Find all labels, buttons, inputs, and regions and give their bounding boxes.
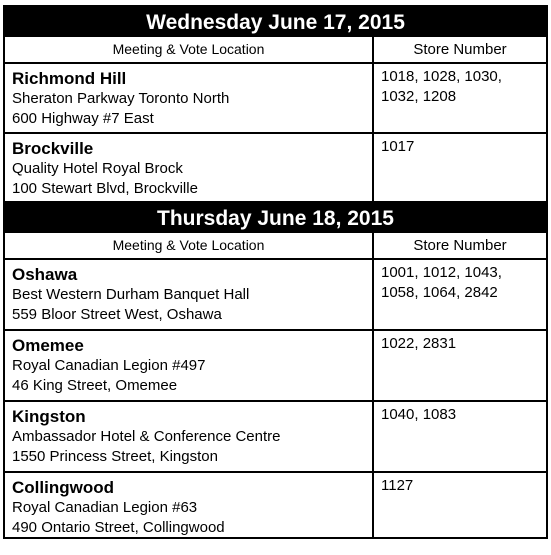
meeting-schedule-table <box>3 5 548 539</box>
column-header-row <box>5 37 546 64</box>
location-cell <box>5 402 374 471</box>
location-cell <box>5 134 374 201</box>
location-column-header: Meeting & Vote Location <box>5 233 374 258</box>
venue-name: Ambassador Hotel & Conference Centre <box>12 428 281 445</box>
store-numbers-cell <box>374 473 546 537</box>
column-header-row <box>5 233 546 260</box>
store-numbers-cell <box>374 402 546 471</box>
table-row <box>5 64 546 134</box>
venue-address: 1550 Princess Street, Kingston <box>12 448 218 465</box>
city-name: Kingston <box>12 407 86 426</box>
store-numbers: 1032, 1208 <box>381 88 457 105</box>
store-numbers-cell <box>374 331 546 400</box>
venue-address: 600 Highway #7 East <box>12 110 154 127</box>
store-numbers-cell <box>374 260 546 329</box>
venue-address: 100 Stewart Blvd, Brockville <box>12 180 198 197</box>
venue-address: 490 Ontario Street, Collingwood <box>12 519 225 536</box>
table-row <box>5 402 546 473</box>
table-row <box>5 260 546 331</box>
store-numbers: 1058, 1064, 2842 <box>381 284 498 301</box>
venue-name: Royal Canadian Legion #497 <box>12 357 206 374</box>
store-numbers: 1127 <box>381 477 414 494</box>
city-name: Oshawa <box>12 265 78 284</box>
table-row <box>5 473 546 537</box>
venue-address: 46 King Street, Omemee <box>12 377 178 394</box>
location-column-header: Meeting & Vote Location <box>5 37 374 62</box>
store-numbers: 1022, 2831 <box>381 335 457 352</box>
day-header: Thursday June 18, 2015 <box>5 203 546 233</box>
city-name: Richmond Hill <box>12 69 127 88</box>
location-cell <box>5 260 374 329</box>
location-cell <box>5 331 374 400</box>
store-numbers: 1040, 1083 <box>381 406 457 423</box>
location-cell <box>5 64 374 132</box>
store-numbers-cell <box>374 134 546 201</box>
location-cell <box>5 473 374 537</box>
store-column-header: Store Number <box>413 41 507 58</box>
store-numbers: 1001, 1012, 1043, <box>381 264 502 281</box>
store-numbers: 1018, 1028, 1030, <box>381 68 502 85</box>
city-name: Collingwood <box>12 478 114 497</box>
venue-name: Quality Hotel Royal Brock <box>12 160 183 177</box>
venue-name: Sheraton Parkway Toronto North <box>12 90 230 107</box>
table-row <box>5 134 546 203</box>
venue-address: 559 Bloor Street West, Oshawa <box>12 306 222 323</box>
city-name: Omemee <box>12 336 84 355</box>
store-numbers-cell <box>374 64 546 132</box>
store-column-header: Store Number <box>413 237 507 254</box>
city-name: Brockville <box>12 139 94 158</box>
venue-name: Royal Canadian Legion #63 <box>12 499 198 516</box>
venue-name: Best Western Durham Banquet Hall <box>12 286 250 303</box>
day-header: Wednesday June 17, 2015 <box>5 7 546 37</box>
table-row <box>5 331 546 402</box>
store-numbers: 1017 <box>381 138 415 155</box>
